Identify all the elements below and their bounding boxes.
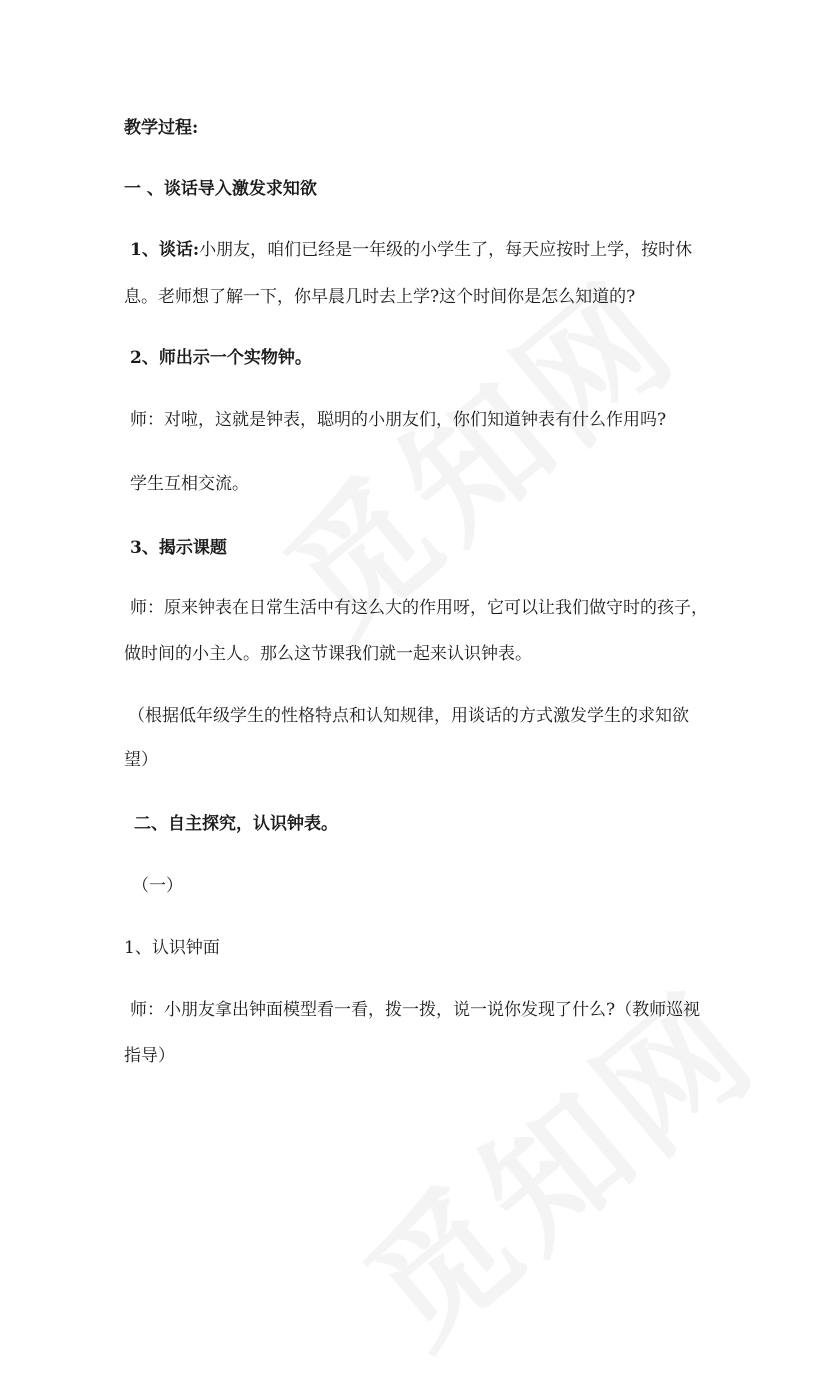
note-line: （根据低年级学生的性格特点和认知规律，用谈话的方式激发学生的求知欲	[128, 706, 689, 726]
note-line-cont: 望）	[124, 750, 158, 770]
item-1-label: 1、谈话:	[130, 240, 200, 260]
item-clock-face: 1、认识钟面	[124, 938, 220, 958]
teacher-line-2-cont: 做时间的小主人。那么这节课我们就一起来认识钟表。	[124, 644, 532, 664]
students-line: 学生互相交流。	[130, 474, 249, 494]
section-heading: 教学过程:	[124, 118, 199, 138]
section-2-title: 二、自主探究，认识钟表。	[134, 814, 338, 834]
teacher-line-3: 师：小朋友拿出钟面模型看一看，拨一拨，说一说你发现了什么?（教师巡视	[130, 1000, 701, 1020]
paragraph-talk-cont: 息。老师想了解一下，你早晨几时去上学?这个时间你是怎么知道的?	[124, 287, 636, 307]
paragraph-talk	[130, 238, 692, 262]
teacher-line-1: 师：对啦，这就是钟表，聪明的小朋友们，你们知道钟表有什么作用吗?	[130, 410, 667, 430]
item-2-title: 2、师出示一个实物钟。	[130, 348, 312, 368]
item-1-text: 小朋友，咱们已经是一年级的小学生了，每天应按时上学，按时休	[199, 240, 693, 260]
item-3-title: 3、揭示课题	[130, 538, 227, 558]
subsection-label: （一）	[132, 876, 183, 896]
teacher-line-2: 师：原来钟表在日常生活中有这么大的作用呀，它可以让我们做守时的孩子，	[130, 598, 708, 618]
section-1-title: 一 、谈话导入激发求知欲	[124, 179, 317, 199]
teacher-line-3-cont: 指导）	[124, 1046, 175, 1066]
